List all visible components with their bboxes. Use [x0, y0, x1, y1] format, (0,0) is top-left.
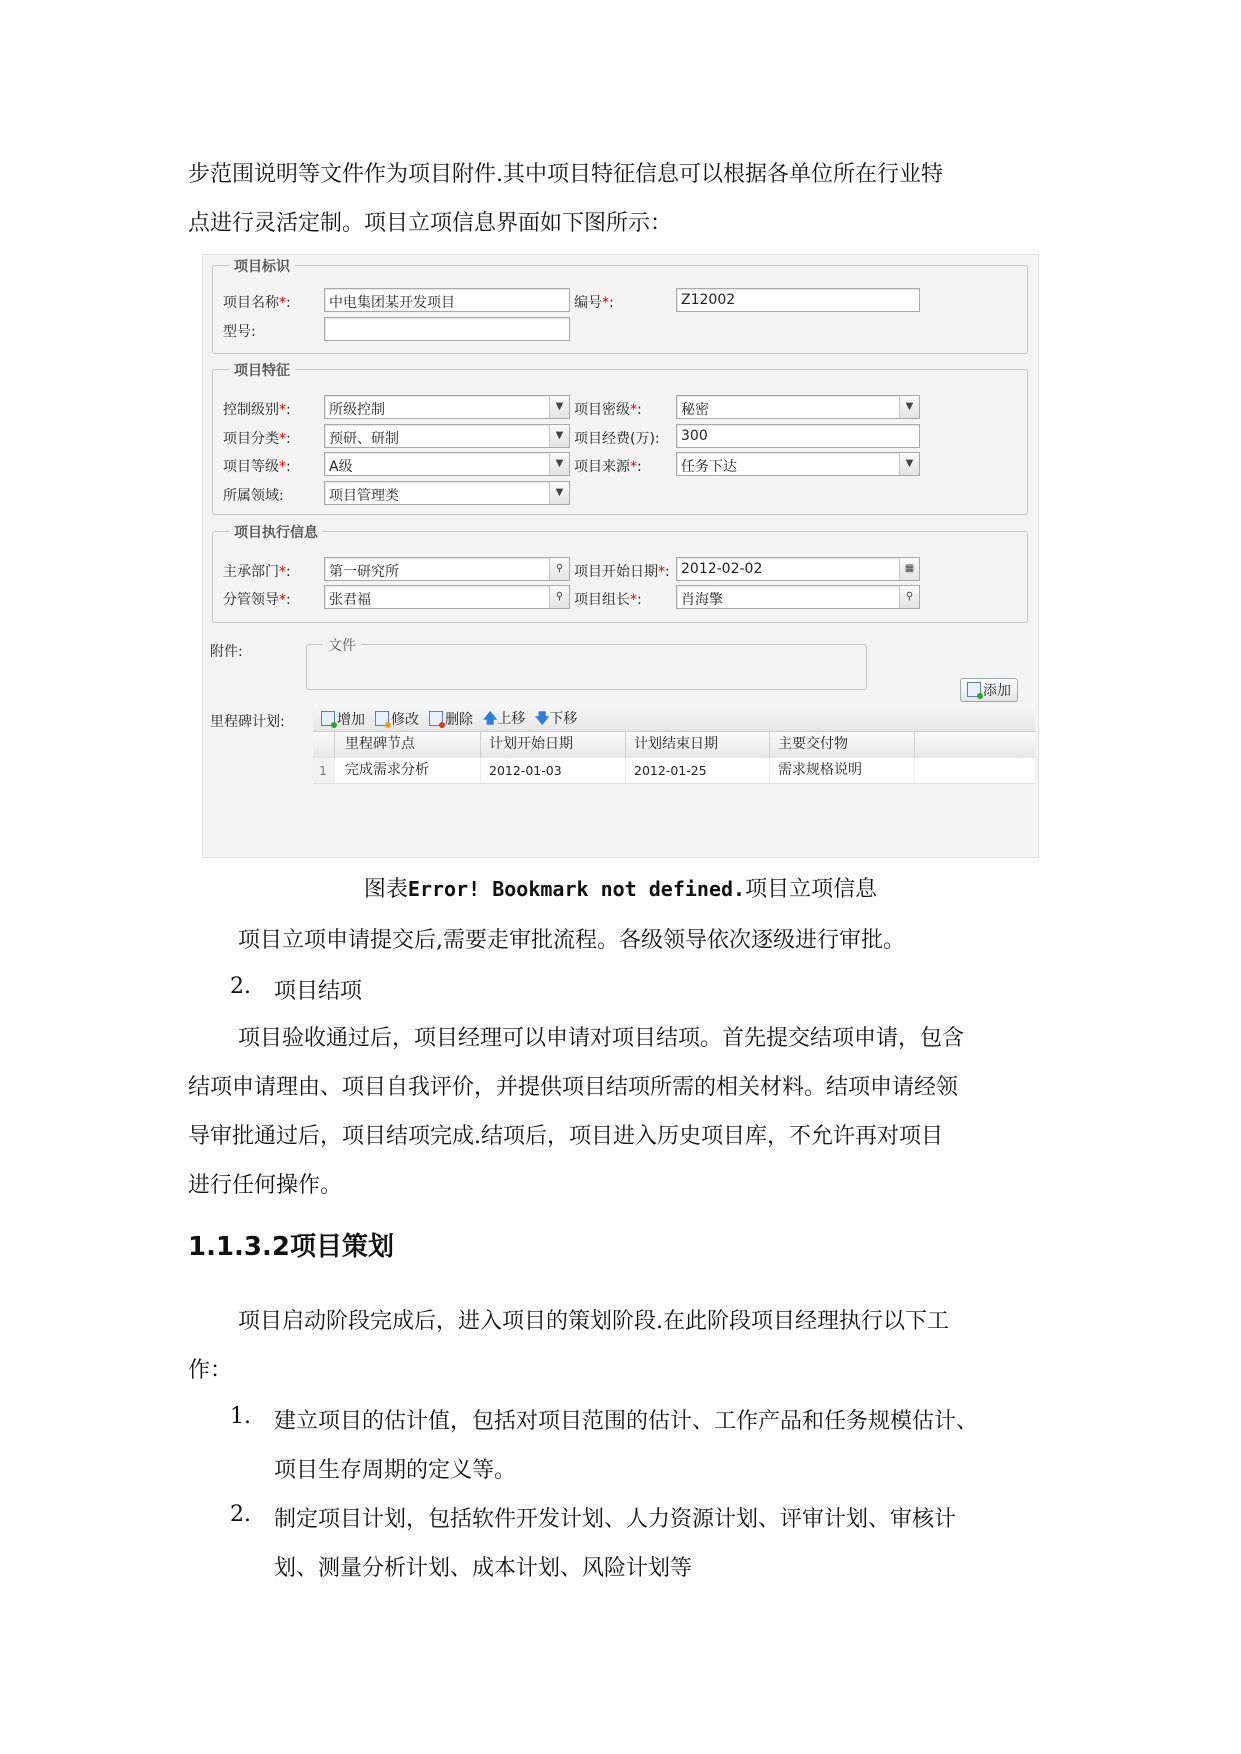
deliverable-cell[interactable]: 需求规格说明	[770, 758, 915, 783]
team-lead-lookup[interactable]: 肖海擎 ⚲	[676, 585, 920, 609]
grade-label: 项目等级*:	[223, 459, 291, 475]
approval-paragraph: 项目立项申请提交后,需要走审批流程。各级领导依次逐级进行审批。	[238, 928, 905, 953]
edit-icon	[375, 711, 389, 726]
project-form-screenshot	[202, 254, 1039, 858]
list-item-line: 项目生存周期的定义等。	[274, 1458, 517, 1483]
arrow-down-icon: 🡇	[535, 711, 550, 727]
add-file-icon	[967, 682, 981, 697]
delete-icon	[429, 711, 443, 726]
attachment-fieldset	[306, 638, 867, 690]
domain-select[interactable]: 项目管理类 ▼	[324, 481, 570, 505]
arrow-up-icon: 🡅	[483, 711, 498, 727]
table-row[interactable]	[313, 758, 1035, 784]
planning-line-1: 项目启动阶段完成后，进入项目的策划阶段.在此阶段项目经理执行以下工	[238, 1309, 949, 1334]
category-label: 项目分类*:	[223, 431, 291, 447]
add-attachment-button[interactable]: 添加	[960, 678, 1018, 702]
start-date-input[interactable]: 2012-02-02 ▦	[676, 557, 920, 581]
caption-suffix: 项目立项信息	[745, 877, 878, 902]
calendar-icon[interactable]: ▦	[899, 558, 919, 580]
model-input[interactable]	[324, 317, 570, 341]
project-name-input[interactable]: 中电集团某开发项目	[324, 288, 570, 312]
delete-milestone-button[interactable]: 删除	[429, 709, 473, 729]
plan-end-cell[interactable]: 2012-01-25	[626, 758, 770, 783]
plan-start-cell[interactable]: 2012-01-03	[481, 758, 626, 783]
category-select[interactable]: 预研、研制 ▼	[324, 424, 570, 448]
chevron-down-icon[interactable]: ▼	[549, 453, 569, 475]
list-item-line: 建立项目的估计值，包括对项目范围的估计、工作产品和任务规模估计、	[274, 1409, 979, 1434]
milestones-label: 里程碑计划:	[210, 714, 285, 730]
list-number: 2.	[230, 974, 251, 999]
column-header[interactable]: 计划结束日期	[626, 732, 770, 758]
features-legend: 项目特征	[229, 360, 295, 380]
chevron-down-icon[interactable]: ▼	[549, 396, 569, 418]
source-label: 项目来源*:	[574, 459, 642, 475]
closure-line-3: 导审批通过后，项目结项完成.结项后，项目进入历史项目库，不允许再对项目	[188, 1124, 943, 1149]
chevron-down-icon[interactable]: ▼	[899, 453, 919, 475]
secret-level-select[interactable]: 秘密 ▼	[676, 395, 920, 419]
name-label: 项目名称*:	[223, 295, 291, 311]
control-level-select[interactable]: 所级控制 ▼	[324, 395, 570, 419]
dept-label: 主承部门*:	[223, 564, 291, 580]
closure-line-1: 项目验收通过后，项目经理可以申请对项目结项。首先提交结项申请，包含	[238, 1026, 965, 1051]
section-heading: 1.1.3.2项目策划	[188, 1232, 394, 1262]
list-number: 1.	[230, 1404, 251, 1429]
funding-input[interactable]: 300	[676, 424, 920, 448]
source-select[interactable]: 任务下达 ▼	[676, 452, 920, 476]
search-icon[interactable]: ⚲	[899, 586, 919, 608]
column-header[interactable]: 里程碑节点	[335, 732, 481, 758]
chevron-down-icon[interactable]: ▼	[549, 425, 569, 447]
planning-line-2: 作：	[188, 1358, 233, 1383]
attachment-label: 附件:	[210, 644, 243, 660]
column-header[interactable]: 计划开始日期	[481, 732, 626, 758]
list-item-title: 项目结项	[274, 979, 363, 1004]
add-icon	[321, 711, 335, 726]
list-number: 2.	[230, 1502, 251, 1527]
intro-line-1: 步范围说明等文件作为项目附件.其中项目特征信息可以根据各单位所在行业特	[188, 162, 943, 187]
row-number-header	[313, 732, 335, 758]
closure-line-2: 结项申请理由、项目自我评价，并提供项目结项所需的相关材料。结项申请经领	[188, 1075, 959, 1100]
move-up-button[interactable]: 🡅上移	[483, 711, 526, 727]
chevron-down-icon[interactable]: ▼	[549, 482, 569, 504]
closure-line-4: 进行任何操作。	[188, 1173, 343, 1198]
team-lead-label: 项目组长*:	[574, 592, 642, 608]
list-item-line: 制定项目计划，包括软件开发计划、人力资源计划、评审计划、审核计	[274, 1507, 957, 1532]
column-header[interactable]: 主要交付物	[770, 732, 915, 758]
add-milestone-button[interactable]: 增加	[321, 709, 365, 729]
move-down-button[interactable]: 🡇下移	[535, 711, 578, 727]
file-legend: 文件	[323, 635, 361, 655]
model-label: 型号:	[223, 324, 256, 340]
funding-label: 项目经费(万):	[574, 431, 660, 447]
list-item-line: 划、测量分析计划、成本计划、风险计划等	[274, 1556, 693, 1581]
leader-lookup[interactable]: 张君福 ⚲	[324, 585, 570, 609]
project-code-input[interactable]: Z12002	[676, 288, 920, 312]
identity-legend: 项目标识	[229, 256, 295, 276]
start-date-label: 项目开始日期*:	[574, 564, 670, 580]
domain-label: 所属领域:	[223, 488, 284, 504]
search-icon[interactable]: ⚲	[549, 586, 569, 608]
edit-milestone-button[interactable]: 修改	[375, 709, 419, 729]
milestone-node-cell[interactable]: 完成需求分析	[335, 758, 481, 783]
secret-level-label: 项目密级*:	[574, 402, 642, 418]
row-number: 1	[313, 758, 335, 783]
milestone-grid-header	[313, 731, 1035, 759]
figure-caption	[0, 872, 1241, 903]
execution-legend: 项目执行信息	[229, 522, 323, 542]
leader-label: 分管领导*:	[223, 592, 291, 608]
dept-lookup[interactable]: 第一研究所 ⚲	[324, 557, 570, 581]
control-level-label: 控制级别*:	[223, 402, 291, 418]
search-icon[interactable]: ⚲	[549, 558, 569, 580]
code-label: 编号*:	[574, 295, 614, 311]
milestone-toolbar	[313, 704, 1035, 731]
caption-error: Error! Bookmark not defined.	[407, 877, 746, 901]
caption-prefix: 图表	[363, 877, 408, 902]
intro-line-2: 点进行灵活定制。项目立项信息界面如下图所示：	[188, 211, 673, 236]
chevron-down-icon[interactable]: ▼	[899, 396, 919, 418]
grade-select[interactable]: A级 ▼	[324, 452, 570, 476]
